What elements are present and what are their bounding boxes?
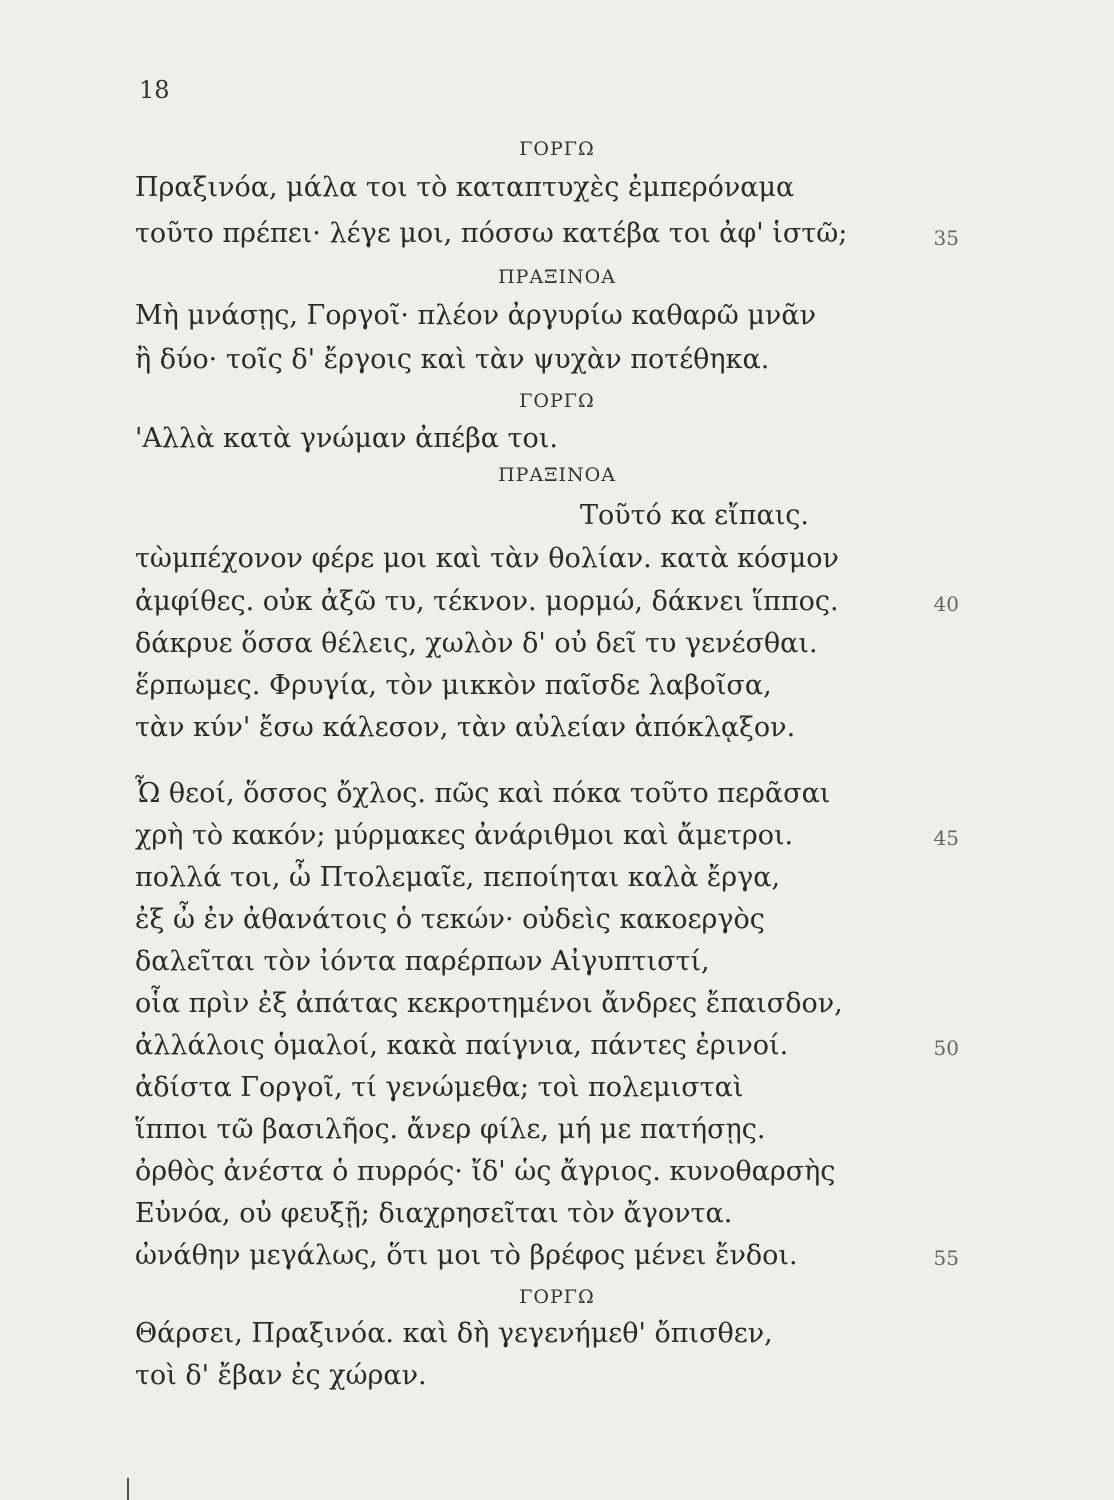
speaker-heading: ΠΡΑΞΙΝΟΑ: [498, 266, 616, 288]
verse-line: ἢ δύο· τοῖς δ' ἔργοις καὶ τὰν ψυχὰν ποτέθηκα.: [135, 344, 770, 375]
verse-line: τοὶ δ' ἔβαν ἐς χώραν.: [135, 1360, 427, 1391]
verse-line: Ὦ θεοί, ὅσσος ὄχλος. πῶς καὶ πόκα τοῦτο περᾶσαι: [135, 778, 831, 809]
verse-line: Θάρσει, Πραξινόα. καὶ δὴ γεγενήμεθ' ὄπισθεν,: [135, 1318, 773, 1349]
verse-line: ὀρθὸς ἀνέστα ὁ πυρρός· ἴδ' ὡς ἄγριος. κυνοθαρσὴς: [135, 1156, 836, 1187]
scan-mark: [127, 1478, 129, 1500]
speaker-heading: ΓΟΡΓΩ: [519, 138, 595, 160]
verse-line: Μὴ μνάσῃς, Γοργοῖ· πλέον ἀργυρίω καθαρῶ μνᾶν: [135, 300, 816, 331]
verse-line: 'Αλλὰ κατὰ γνώμαν ἀπέβα τοι.: [135, 423, 558, 454]
verse-line: ἀδίστα Γοργοῖ, τί γενώμεθα; τοὶ πολεμισταὶ: [135, 1072, 744, 1103]
verse-line: πολλά τοι, ὦ Πτολεμαῖε, πεποίηται καλὰ ἔργα,: [135, 862, 781, 893]
verse-line: Πραξινόα, μάλα τοι τὸ καταπτυχὲς ἐμπερόναμα: [135, 172, 795, 203]
verse-line: δάκρυε ὅσσα θέλεις, χωλὸν δ' οὐ δεῖ τυ γενέσθαι.: [135, 628, 818, 659]
verse-line: οἷα πρὶν ἐξ ἀπάτας κεκροτημένοι ἄνδρες ἔπαισδον,: [135, 988, 843, 1019]
verse-line: Τοῦτό κα εἴπαις.: [580, 500, 809, 531]
speaker-heading: ΠΡΑΞΙΝΟΑ: [498, 464, 616, 486]
page-number: 18: [139, 76, 170, 104]
verse-line: Εὐνόα, οὐ φευξῇ; διαχρησεῖται τὸν ἄγοντα.: [135, 1198, 733, 1229]
line-number: 55: [933, 1246, 959, 1270]
verse-line: χρὴ τὸ κακόν; μύρμακες ἀνάριθμοι καὶ ἄμετροι.: [135, 820, 794, 851]
speaker-heading: ΓΟΡΓΩ: [519, 1286, 595, 1308]
verse-line: ἀλλάλοις ὁμαλοί, κακὰ παίγνια, πάντες ἐρινοί.: [135, 1030, 789, 1061]
verse-line: δαλεῖται τὸν ἰόντα παρέρπων Αἰγυπτιστί,: [135, 946, 710, 977]
line-number: 45: [933, 826, 959, 850]
verse-line: ἀμφίθες. οὐκ ἀξῶ τυ, τέκνον. μορμώ, δάκνει ἵππος.: [135, 586, 839, 617]
verse-line: ἕρπωμες. Φρυγία, τὸν μικκὸν παῖσδε λαβοῖσα,: [135, 670, 772, 701]
line-number: 35: [933, 226, 959, 250]
verse-line: τὼμπέχονον φέρε μοι καὶ τὰν θολίαν. κατὰ κόσμον: [135, 543, 839, 574]
verse-line: ἐξ ὦ ἐν ἀθανάτοις ὁ τεκών· οὐδεὶς κακοεργὸς: [135, 904, 765, 935]
verse-line: ὠνάθην μεγάλως, ὅτι μοι τὸ βρέφος μένει ἔνδοι.: [135, 1240, 798, 1271]
verse-line: ἵπποι τῶ βασιλῆος. ἄνερ φίλε, μή με πατήσῃς.: [135, 1114, 766, 1145]
verse-line: τοῦτο πρέπει· λέγε μοι, πόσσω κατέβα τοι ἀφ' ἱστῶ;: [135, 218, 848, 249]
speaker-heading: ΓΟΡΓΩ: [519, 390, 595, 412]
line-number: 50: [933, 1036, 959, 1060]
verse-line: τὰν κύν' ἔσω κάλεσον, τὰν αὐλείαν ἀπόκλᾳξον.: [135, 712, 796, 743]
line-number: 40: [933, 592, 959, 616]
